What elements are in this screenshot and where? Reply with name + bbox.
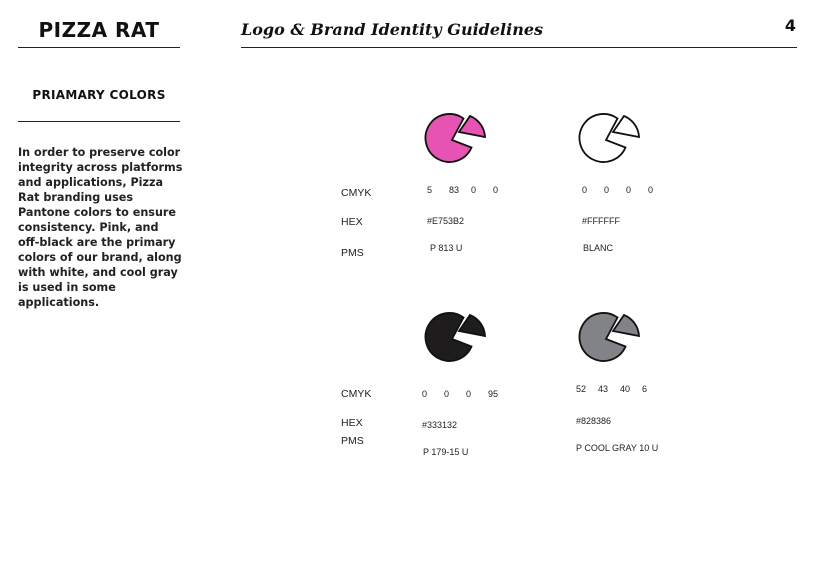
- divider: [241, 47, 797, 48]
- pie-swatch-icon-white: [578, 112, 644, 168]
- hex-value: #FFFFFF: [582, 216, 620, 226]
- pms-value: P 813 U: [430, 243, 463, 253]
- cmyk-label: CMYK: [341, 388, 372, 400]
- cmyk-values: 0 0 0 95: [422, 389, 499, 399]
- brand-logo-text: PIZZA RAT: [38, 18, 160, 42]
- section-title: PRIAMARY COLORS: [32, 88, 166, 102]
- pie-body: [425, 114, 471, 162]
- pms-label: PMS: [341, 435, 364, 447]
- pie-body: [425, 313, 471, 361]
- hex-label: HEX: [341, 417, 363, 429]
- pie-swatch-icon-off-black: [424, 311, 490, 367]
- body-paragraph: In order to preserve color integrity across platforms and applications, Pizza Rat branding uses Pantone colors to ensure consistency. Pink, and off-black are the primary colors of our brand, along with white, and cool gray is used in some applications.: [18, 146, 183, 309]
- hex-value: #E753B2: [427, 216, 465, 226]
- pms-label: PMS: [341, 247, 364, 259]
- pms-value: P 179-15 U: [423, 447, 469, 457]
- page-title: Logo & Brand Identity Guidelines: [241, 20, 544, 39]
- cmyk-values: 0 0 0 0: [582, 185, 654, 195]
- pms-value: BLANC: [583, 243, 614, 253]
- cmyk-values: 5 83 0 0: [427, 185, 499, 195]
- hex-label: HEX: [341, 216, 363, 228]
- cmyk-values: 52 43 40 6: [576, 384, 648, 394]
- hex-value: #333132: [422, 420, 458, 430]
- divider: [18, 47, 180, 48]
- pie-body: [579, 313, 625, 361]
- pms-value: P COOL GRAY 10 U: [576, 443, 659, 453]
- pie-body: [579, 114, 625, 162]
- hex-value: #828386: [576, 416, 612, 426]
- pie-swatch-icon-cool-gray: [578, 311, 644, 367]
- divider: [18, 121, 180, 122]
- pie-swatch-icon-pink: [424, 112, 490, 168]
- page-number: 4: [784, 16, 796, 35]
- cmyk-label: CMYK: [341, 187, 372, 199]
